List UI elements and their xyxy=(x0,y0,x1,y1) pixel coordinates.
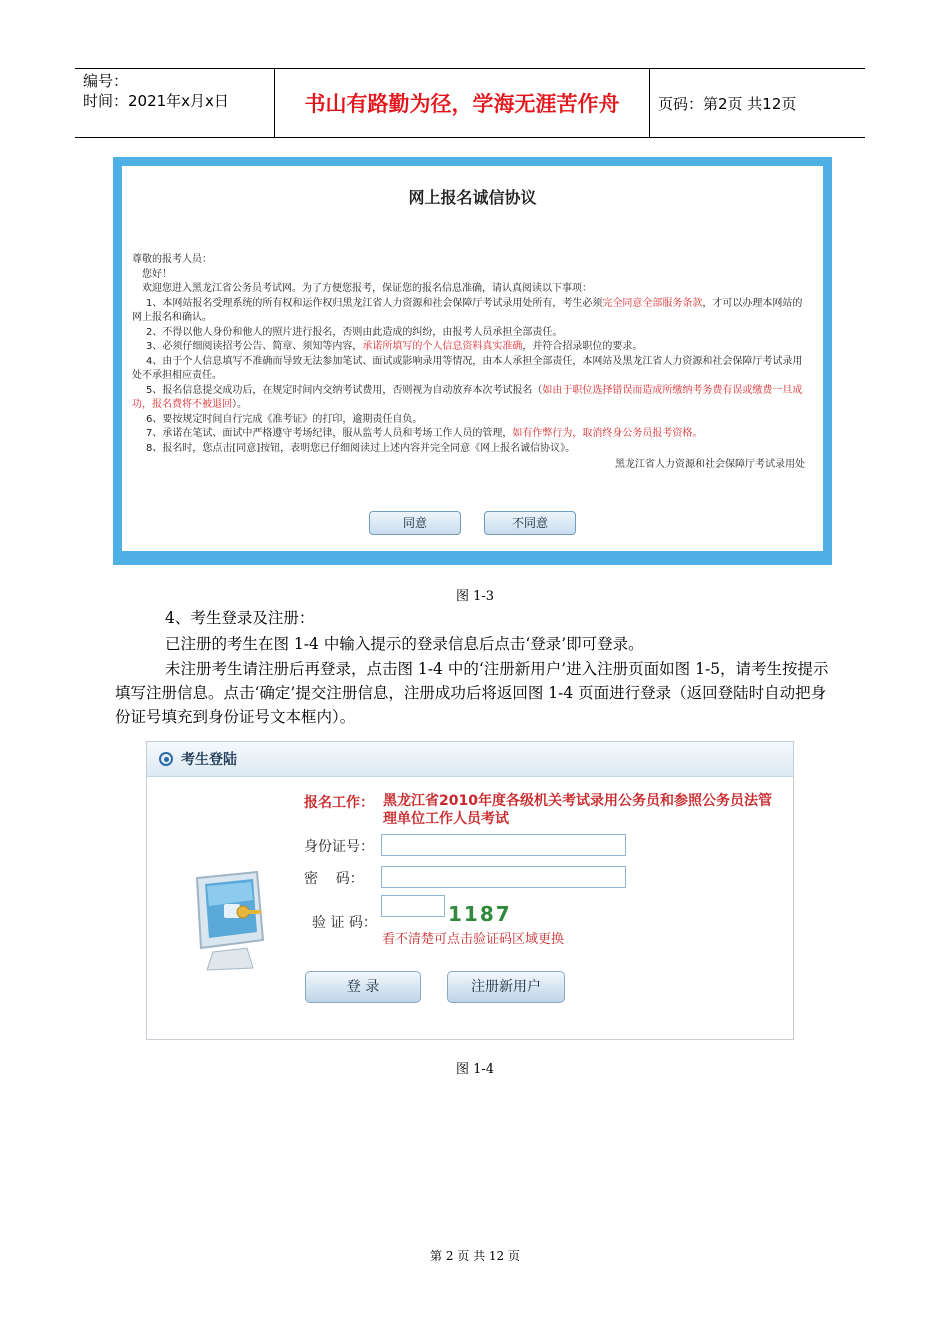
agreement-panel xyxy=(122,166,823,551)
id-label: 身份证号： xyxy=(304,839,374,855)
agree-button[interactable]: 同意 xyxy=(369,511,461,535)
figure-caption-1-4: 图 1-4 xyxy=(455,1062,495,1077)
time-label: 时间：2021年x月x日 xyxy=(83,92,229,110)
login-title: 考生登陆 xyxy=(181,752,237,768)
agreement-item-4: 4、由于个人信息填写不准确而导致无法参加笔试、面试或影响录用等情况，由本人承担全部责任，本网站及黑龙江省人力资源和社会保障厅考试录用处不承担相应责任。 xyxy=(132,355,803,381)
agreement-greeting: 尊敬的报考人员： xyxy=(132,254,212,265)
section-title: 4、考生登录及注册： xyxy=(165,609,315,627)
agreement-item-8: 8、报名时，您点击[同意]按钮，表明您已仔细阅读过上述内容并完全同意《网上报名诚信协议》。 xyxy=(146,442,576,454)
agreement-intro: 欢迎您进入黑龙江省公务员考试网。为了方便您报考，保证您的报名信息准确，请认真阅读以下事项： xyxy=(142,283,592,294)
password-input[interactable] xyxy=(381,866,626,888)
agreement-item-1 xyxy=(132,297,812,326)
header-meta xyxy=(75,69,275,137)
captcha-input[interactable] xyxy=(381,895,445,917)
login-screenshot xyxy=(146,741,794,1040)
agreement-signature: 黑龙江省人力资源和社会保障厅考试录用处 xyxy=(615,459,805,470)
exam-label: 报名工作： xyxy=(304,795,374,811)
login-titlebar xyxy=(147,742,793,777)
item3-text-end: ，并符合招录职位的要求。 xyxy=(522,341,643,352)
document-header xyxy=(75,68,865,138)
item1-highlight: 完全同意全部服务条款 xyxy=(602,297,703,309)
password-label: 密 码： xyxy=(304,871,364,887)
item5-text-end: ）。 xyxy=(232,399,247,410)
agreement-body xyxy=(132,253,812,456)
captcha-code: 1187 xyxy=(448,902,512,926)
paragraph-login: 已注册的考生在图 1-4 中输入提示的登录信息后点击‘登录’即可登录。 xyxy=(165,635,644,653)
figure-caption-1-3: 图 1-3 xyxy=(455,589,495,604)
number-label: 编号： xyxy=(83,72,129,90)
item3-highlight: 承诺所填写的个人信息资料真实准确 xyxy=(362,341,523,352)
item3-text: 3、必须仔细阅读招考公告、简章、须知等内容， xyxy=(146,341,363,352)
item7-highlight: 如有作弊行为，取消终身公务员报考资格。 xyxy=(512,428,703,439)
disagree-button[interactable]: 不同意 xyxy=(484,511,576,535)
exam-value: 黑龙江省2010年度各级机关考试录用公务员和参照公务员法管理单位工作人员考试 xyxy=(383,793,772,827)
captcha-label: 验 证 码： xyxy=(312,915,377,931)
agreement-screenshot xyxy=(113,157,832,565)
header-motto: 书山有路勤为径，学海无涯苦作舟 xyxy=(275,69,650,137)
item5-text: 5、报名信息提交成功后，在规定时间内交纳考试费用，否则视为自动放弃本次考试报名（ xyxy=(146,384,543,396)
monitor-key-icon xyxy=(187,870,277,975)
captcha-hint: 看不清楚可点击验证码区域更换 xyxy=(382,932,565,947)
agreement-item-2: 2、不得以他人身份和他人的照片进行报名，否则由此造成的纠纷，由报考人员承担全部责任。 xyxy=(146,326,563,338)
target-icon xyxy=(159,752,173,766)
id-input[interactable] xyxy=(381,834,626,856)
agreement-item-6: 6、要按规定时间自行完成《准考证》的打印，逾期责任自负。 xyxy=(146,413,423,425)
captcha-image[interactable] xyxy=(448,902,512,926)
login-button[interactable]: 登 录 xyxy=(305,971,421,1003)
item1-text-end: ，才可以办理本网站的网上报名和确认。 xyxy=(132,297,803,323)
agreement-item-3 xyxy=(132,340,812,355)
page-footer: 第 2 页 共 12 页 xyxy=(430,1249,520,1263)
agreement-item-5 xyxy=(132,384,812,413)
agreement-hello: 您好！ xyxy=(142,268,172,280)
paragraph-register: 未注册考生请注册后再登录，点击图 1-4 中的‘注册新用户’进入注册页面如图 1-5，请考生按提示填写注册信息。点击‘确定’提交注册信息，注册成功后将返回图 1-4 页面进行登录（返回登陆时自动把身份证号填充到身份证号文本框内）。 xyxy=(115,660,829,726)
agreement-item-7 xyxy=(132,427,812,442)
item7-text: 7、承诺在笔试、面试中严格遵守考场纪律，服从监考人员和考场工作人员的管理， xyxy=(146,428,513,439)
item5-highlight: 如由于职位选择错误而造成所缴纳考务费有误或缴费一旦成功，报名费将不被退回 xyxy=(132,384,803,410)
agreement-title: 网上报名诚信协议 xyxy=(408,188,537,207)
item1-text: 1、本网站报名受理系统的所有权和运作权归黑龙江省人力资源和社会保障厅考试录用处所有，考生必须 xyxy=(146,297,603,309)
register-button[interactable]: 注册新用户 xyxy=(447,971,565,1003)
header-page-info: 页码：第2页 共12页 xyxy=(658,94,797,113)
